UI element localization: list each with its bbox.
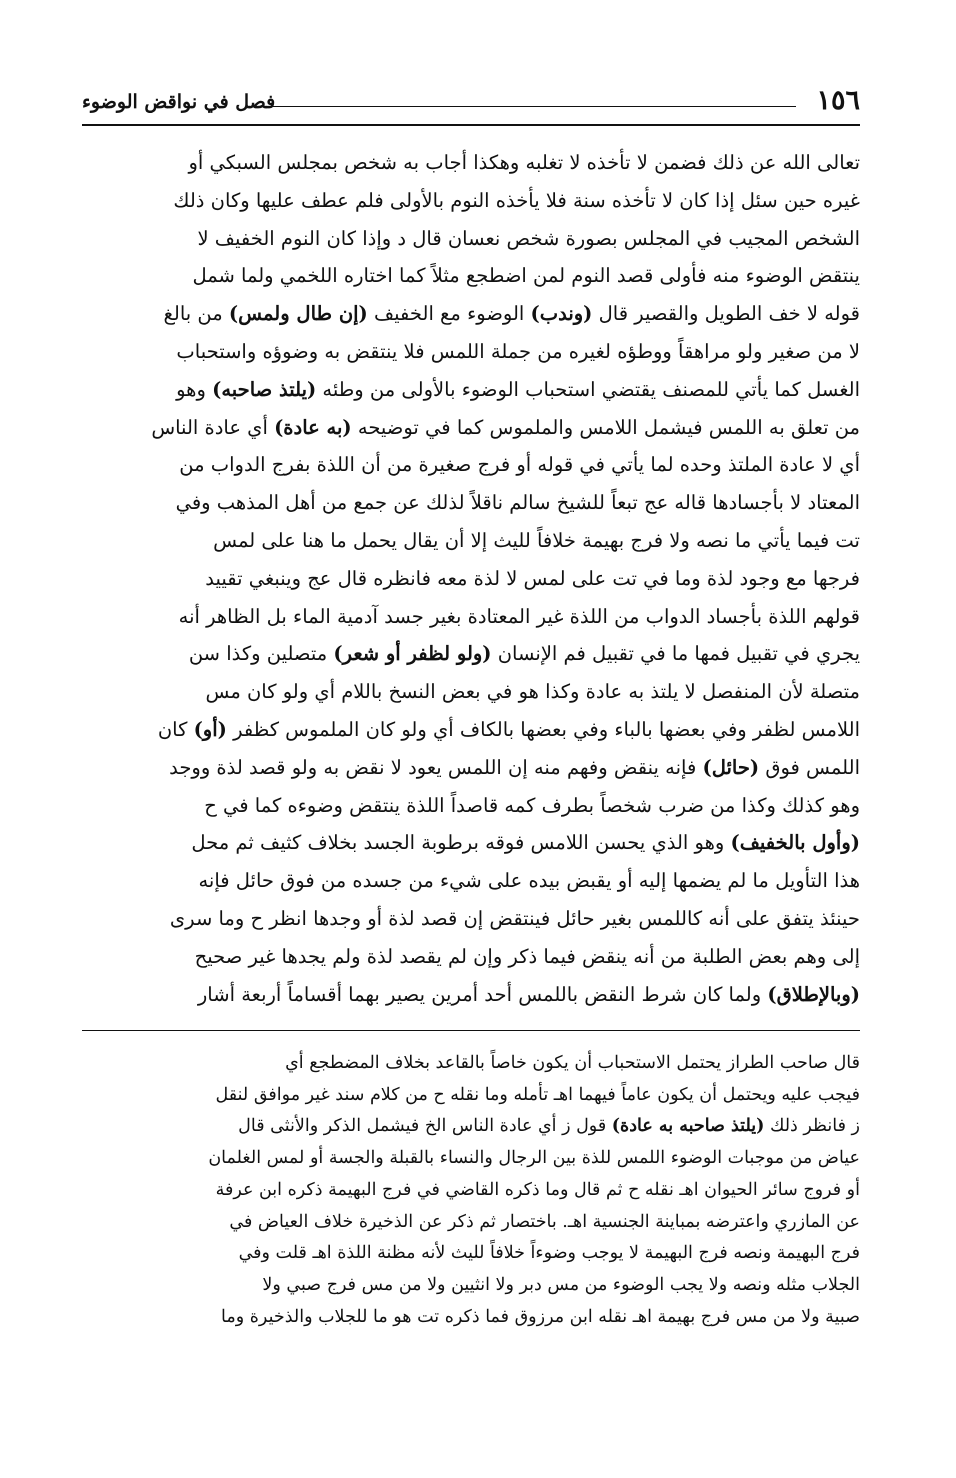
text-line <box>82 219 860 259</box>
text-run: أي عادة الناس <box>151 415 275 439</box>
text-run: وهو كذلك وكذا من ضرب شخصاً بطرف كمه قاصداً اللذة ينتقض وضوءه كما في ح <box>204 793 860 817</box>
text-run: يجري في تقبيل فمها ما في تقبيل فم الإنسان <box>491 642 860 666</box>
text-run: قول ز أي عادة الناس الخ فيشمل الذكر والأنثى قال <box>238 1116 612 1137</box>
text-run: هذا التأويل ما لم يضمها إليه أو يقبض بيده على شيء من جسده من فوق حائل فإنه <box>198 869 860 893</box>
text-line <box>82 1269 860 1301</box>
text-line <box>82 445 860 485</box>
text-run: الوضوء مع الخفيف <box>367 302 531 326</box>
text-line <box>82 370 860 410</box>
text-run: صبية ولا من مس فرج بهيمة اهـ نقله ابن مرزوق فما ذكره تت هو ما للجلاب والذخيرة وما <box>221 1306 860 1327</box>
text-line <box>82 1110 860 1142</box>
text-run: قال صاحب الطراز يحتمل الاستحباب أن يكون خاصاً بالقاعد بخلاف المضطجع أي <box>285 1053 860 1073</box>
text-run: تت فيما يأتي ما نصه ولا فرج بهيمة خلافاً لليث إلا أن يقال يحمل ما هنا على لمس <box>213 529 860 552</box>
text-line <box>82 1079 860 1111</box>
text-run: اللامس لظفر وفي بعضها بالباء وفي بعضها بالكاف أي ولو كان الملموس كظفر <box>226 718 860 741</box>
header-line <box>254 106 796 107</box>
text-line <box>82 559 860 599</box>
text-line <box>82 294 860 334</box>
text-run: فرجها مع وجود لذة وما في تت على لمس لا لذة معه فانظره قال عج وينبغي تقييد <box>205 566 860 590</box>
bold-term: (أو) <box>193 718 227 741</box>
bold-term: (وبالإطلاق) <box>767 982 860 1006</box>
text-line <box>82 975 860 1015</box>
text-line <box>82 899 860 939</box>
text-line <box>82 1174 860 1206</box>
text-run: تعالى الله عن ذلك فضمن لا تأخذه لا تغلبه وهكذا أجاب به شخص بمجلس السبكي أو <box>188 151 860 174</box>
text-line <box>82 861 860 901</box>
page-header <box>82 84 860 124</box>
bold-term: (حائل) <box>702 755 760 779</box>
text-run: من بالغ <box>163 302 229 326</box>
text-line <box>82 1301 860 1333</box>
text-line <box>82 181 860 221</box>
text-run: من تعلق به اللمس فيشمل اللامس والملموس كما في توضيحه <box>351 415 860 439</box>
text-line <box>82 521 860 561</box>
text-line <box>82 1047 860 1079</box>
page-number: ١٥٦ <box>816 85 860 116</box>
text-run: ينتقض الوضوء منه فأولى قصد النوم لمن اضطجع مثلاً كما اختاره اللخمي ولما شمل <box>192 264 860 288</box>
text-line <box>82 1142 860 1174</box>
text-run: كان <box>157 718 194 741</box>
text-run: إلى وهم بعض الطلبة من أنه ينقض فيما ذكر وإن لم يقصد لذة ولم يجدها غير صحيح <box>194 944 860 968</box>
text-line <box>82 143 860 183</box>
text-line <box>82 748 860 788</box>
text-line <box>82 634 860 674</box>
text-run: لا من صغير ولو مراهقاً ووطؤه لغيره من جملة اللمس فلا ينتقض به وضوؤه واستحباب <box>176 340 860 363</box>
text-run: الجلاب مثله ونصه ولا يجب الوضوء من مس دبر ولا انثيين ولا من مس فرج صبي ولا <box>262 1274 860 1295</box>
text-run: متصلة لأن المنفصل لا يلتذ به عادة وكذا هو في بعض النسخ باللام أي ولو كان مس <box>205 680 860 704</box>
text-run: فإنه ينقض وفهم منه إن اللمس يعود لا نقض به ولو قصد لذة ووجد <box>169 755 703 779</box>
text-run: الغسل كما يأتي للمصنف يقتضي استحباب الوضوء بالأولى من وطئه <box>316 377 860 401</box>
text-run: ز فانظر ذلك <box>764 1116 860 1137</box>
bold-term: (ولو لظفر أو شعر) <box>333 642 492 666</box>
text-line <box>82 710 860 750</box>
text-run: وهو الذي يحسن اللامس فوقه برطوبة الجسد بخلاف كثيف ثم محل <box>191 831 731 855</box>
text-line <box>82 256 860 296</box>
text-line <box>82 672 860 712</box>
text-run: قوله لا خف الطويل والقصير قال <box>592 302 860 326</box>
header-rule <box>82 124 860 126</box>
footnote-separator <box>82 1030 860 1031</box>
text-run: حينئذ يتفق على أنه كاللمس بغير حائل فينتقض إن قصد لذة أو وجدها انظر ح وما سرى <box>169 907 860 930</box>
bold-term: (يلتذ صاحبه) <box>212 377 317 401</box>
bold-term: (به عادة) <box>274 415 352 439</box>
text-run: عياض من موجبات الوضوء اللمس للذة بين الرجال والنساء بالقبلة والجسة أو لمس الغلمان <box>208 1148 860 1169</box>
text-run: فيجب عليه ويحتمل أن يكون عاماً فيهما اهـ تأمله وما نقله ح من كلام سند غير موافق لنقل <box>215 1084 860 1105</box>
text-line <box>82 823 860 863</box>
text-line <box>82 332 860 372</box>
text-line <box>82 786 860 826</box>
text-run: متصلين وكذا سن <box>188 642 334 666</box>
running-title: فصل في نواقض الوضوء <box>82 91 276 113</box>
text-run: المعتاد لا بأجسادها قاله عج تبعاً للشيخ سالم ناقلاً لذلك عن جمع من أهل المذهب وفي <box>175 491 860 515</box>
text-run: أي لا عادة الملتذ وحده لما يأتي في قوله أو فرج صغيرة من أن اللذة بفرج الدواب من <box>179 453 860 477</box>
text-run: ولما كان شرط النقض باللمس أحد أمرين يصير بهما أقساماً أربعة أشار <box>197 982 768 1006</box>
text-run: أو فروج سائر الحيوان اهـ نقله ح ثم قال وما ذكره القاضي في فرج البهيمة ذكره ابن عرفة <box>215 1179 860 1200</box>
text-line <box>82 937 860 977</box>
text-line <box>82 597 860 637</box>
text-line <box>82 1237 860 1269</box>
bold-term: (إن طال ولمس) <box>228 302 368 326</box>
text-line <box>82 408 860 448</box>
text-line <box>82 1206 860 1238</box>
bold-term: (وندب) <box>530 302 593 326</box>
text-run: قولهم اللذة بأجساد الدواب من اللذة غير المعتادة بغير جسد آدمية الماء بل الظاهر أنه <box>178 604 860 628</box>
text-run: فرج البهيمة ونصه فرج البهيمة لا يوجب وضوءاً خلافاً لليث لأنه مظنة اللذة اهـ قلت وفي <box>238 1243 860 1264</box>
text-run: وهو <box>176 377 213 401</box>
text-run: عن المازري واعترضه بمباينة الجنسية اهـ. باختصار ثم ذكر عن الذخيرة خلاف العياض في <box>229 1211 860 1232</box>
bold-term: (وأول بالخفيف) <box>730 831 860 855</box>
bold-term: (يلتذ صاحبه به عادة) <box>611 1116 765 1137</box>
text-run: غيره حين سئل إذا كان لا تأخذه سنة فلا يأخذه النوم بالأولى فلم عطف عليها وكان ذلك <box>173 188 860 212</box>
text-run: الشخص المجيب في المجلس بصورة شخص نعسان قال د وإذا كان النوم الخفيف لا <box>197 226 860 250</box>
text-run: اللمس فوق <box>759 755 860 779</box>
text-line <box>82 483 860 523</box>
